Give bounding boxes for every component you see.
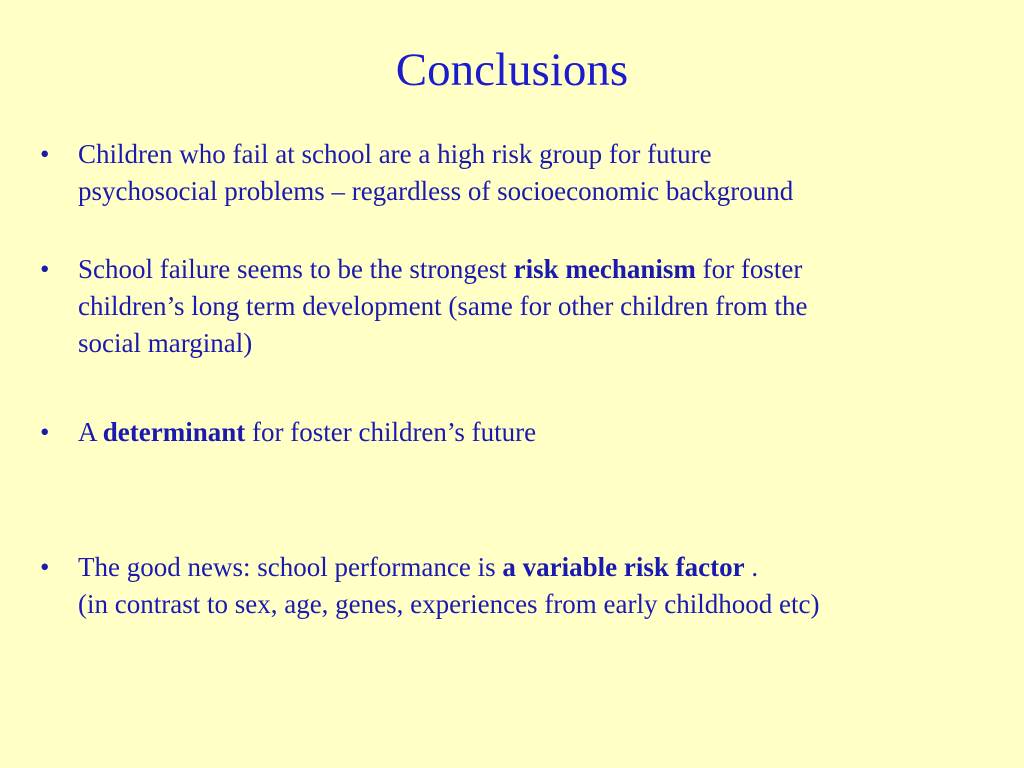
- bullet-text-segment: The good news: school performance is: [78, 552, 503, 582]
- bullet-icon: •: [40, 552, 50, 582]
- bullet-text: [78, 549, 1024, 623]
- bullet-text: [78, 136, 1024, 210]
- bullet-line: [78, 549, 1024, 586]
- bullet-text-segment: for foster children’s future: [245, 417, 537, 447]
- bullet-text-segment: School failure seems to be the strongest: [78, 254, 514, 284]
- bullet-line: children’s long term development (same for other children from the: [78, 291, 808, 321]
- bullet-line: [78, 414, 1024, 451]
- bullet-line: [78, 251, 1024, 288]
- bullet-icon: •: [40, 417, 50, 447]
- slide-title: Conclusions: [395, 44, 629, 96]
- bullet-text-segment: A: [78, 417, 103, 447]
- bullet-emphasis: determinant: [102, 417, 246, 447]
- bullet-text: [78, 414, 1024, 451]
- bullet-line: psychosocial problems – regardless of socioeconomic background: [78, 176, 794, 206]
- bullet-icon: •: [40, 254, 50, 284]
- bullet-line: (in contrast to sex, age, genes, experiences from early childhood etc): [78, 589, 820, 619]
- bullet-line: Children who fail at school are a high risk group for future: [78, 139, 712, 169]
- bullet-text-segment: .: [744, 552, 759, 582]
- bullet-line: social marginal): [78, 328, 253, 358]
- bullet-text-segment: for foster: [695, 254, 803, 284]
- bullet-emphasis: a variable risk factor: [502, 552, 745, 582]
- bullet-text: [78, 251, 1024, 362]
- bullet-icon: •: [40, 139, 50, 169]
- bullet-emphasis: risk mechanism: [513, 254, 696, 284]
